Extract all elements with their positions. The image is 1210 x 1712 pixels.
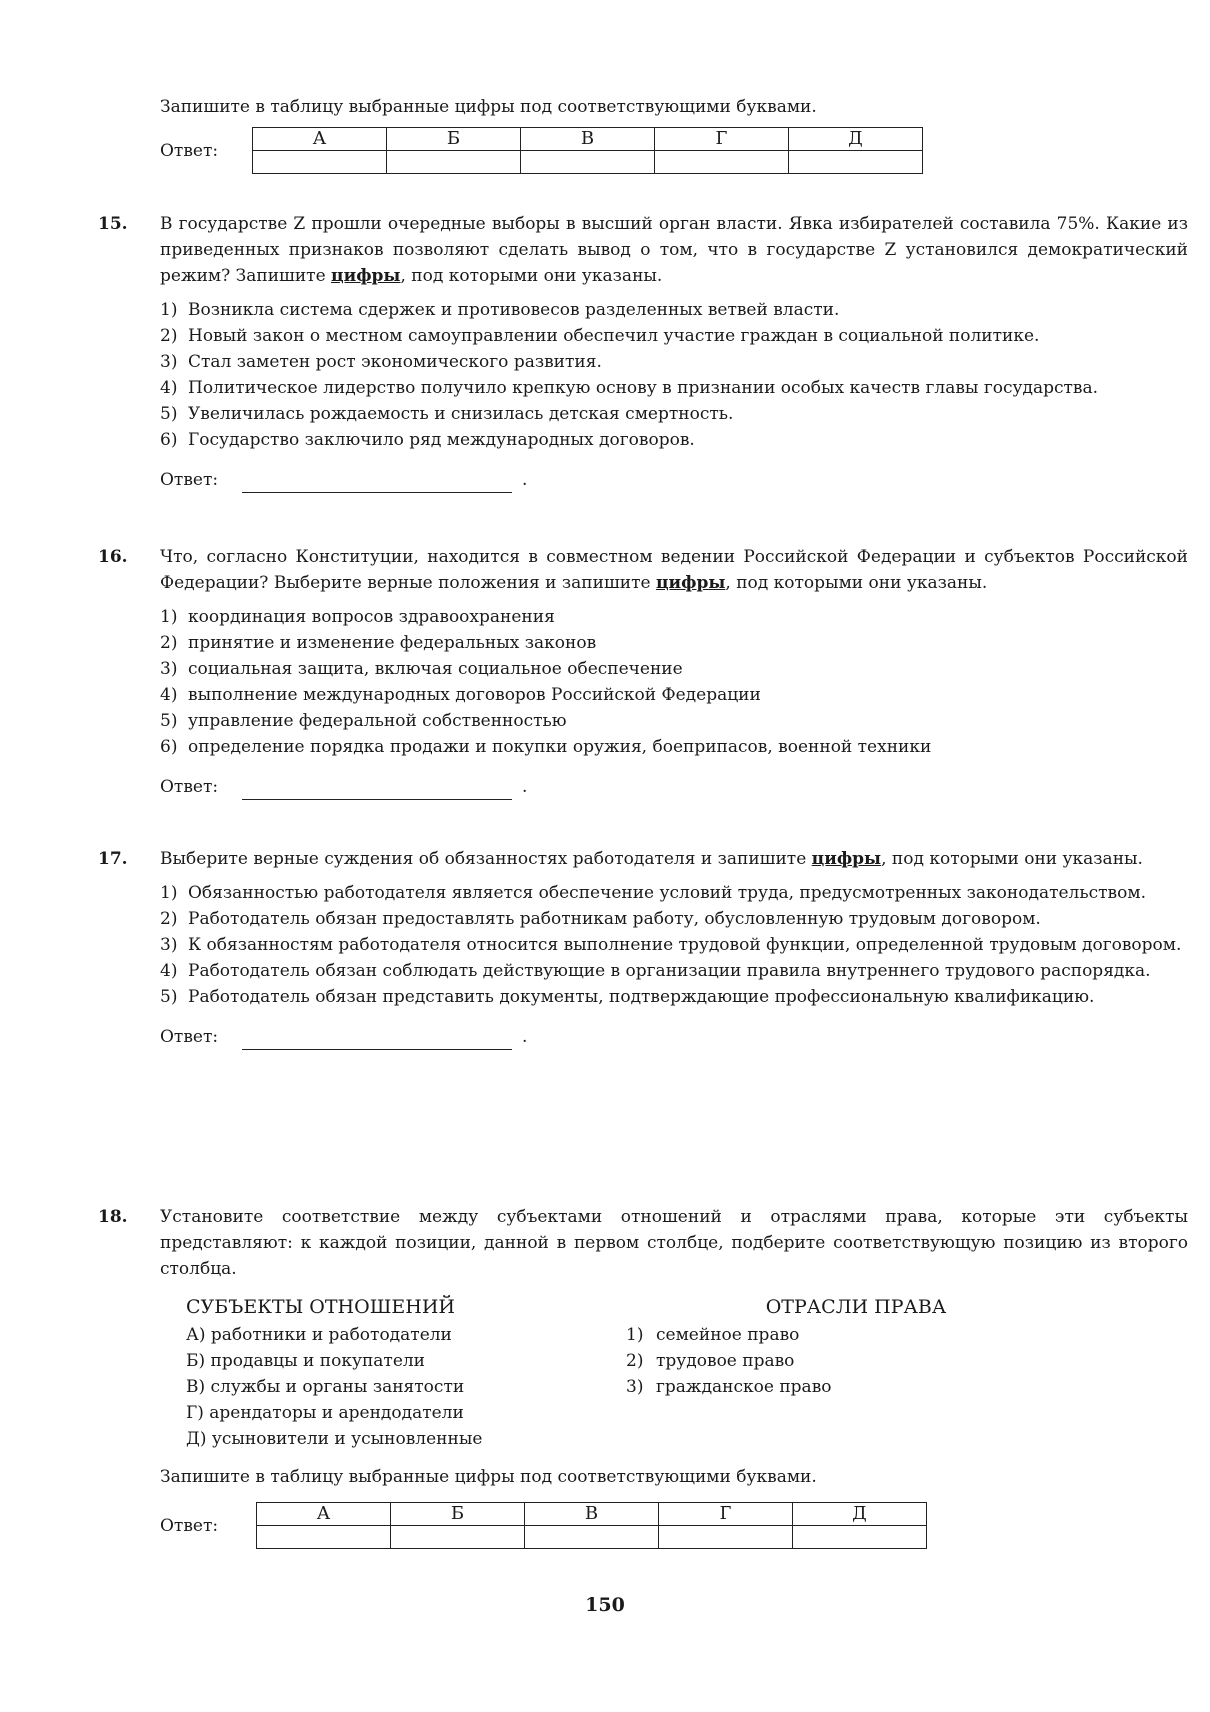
letter-cell: Г <box>655 128 789 151</box>
answer-line: Ответ: . <box>160 467 1188 493</box>
column-heading: СУБЪЕКТЫ ОТНОШЕНИЙ <box>186 1296 455 1318</box>
answer-label: Ответ: <box>160 470 219 490</box>
left-column <box>160 1294 626 1452</box>
answer-label: Ответ: <box>160 140 219 161</box>
keyword: цифры <box>655 573 726 593</box>
answer-cell[interactable] <box>391 1526 525 1549</box>
list-item: 2) Работодатель обязан предоставлять работникам работу, обусловленную трудовым договором. <box>160 909 1041 929</box>
right-column <box>626 1294 1026 1452</box>
list-item: 5) Увеличилась рождаемость и снизилась детская смертность. <box>160 404 734 424</box>
list-item: 2) принятие и изменение федеральных законов <box>160 633 597 653</box>
answer-cell[interactable] <box>525 1526 659 1549</box>
list-item: 6) определение порядка продажи и покупки оружия, боеприпасов, военной техники <box>160 737 932 757</box>
answer-line: Ответ: . <box>160 1024 1188 1050</box>
list-item: В) службы и органы занятости <box>186 1377 465 1397</box>
option-list <box>160 604 1188 760</box>
list-item: 4) Работодатель обязан соблюдать действующие в организации правила внутреннего трудового распорядка. <box>160 961 1151 981</box>
answer-field[interactable] <box>242 779 512 800</box>
list-item: 2) Новый закон о местном самоуправлении обеспечил участие граждан в социальной политике. <box>160 326 1040 346</box>
answer-table-row <box>160 1502 1188 1549</box>
letter-cell: Г <box>659 1503 793 1526</box>
matching-columns <box>160 1294 1188 1452</box>
letter-cell: В <box>521 128 655 151</box>
list-item: А) работники и работодатели <box>186 1325 452 1345</box>
answer-cell[interactable] <box>789 151 923 174</box>
answer-table <box>252 127 923 174</box>
list-item: 6) Государство заключило ряд международных договоров. <box>160 430 695 450</box>
task-question: В государстве Z прошли очередные выборы в высший орган власти. Явка избирателей составила 75%. Какие из приведенных признаков позволяют сделать вывод о том, что в государстве Z установился демократический режим? Запишите цифры, под которыми они указаны. <box>160 214 1188 286</box>
page-number: 150 <box>585 1594 625 1616</box>
list-item: 3) гражданское право <box>626 1377 832 1397</box>
list-item: Д) усыновители и усыновленные <box>186 1429 483 1449</box>
task-question: Выберите верные суждения об обязанностях работодателя и запишите цифры, под которыми они указаны. <box>160 849 1143 869</box>
task-question: Что, согласно Конституции, находится в совместном ведении Российской Федерации и субъектов Российской Федерации? Выберите верные положения и запишите цифры, под которыми они указаны. <box>160 547 1188 593</box>
answer-cell[interactable] <box>521 151 655 174</box>
task-number: 18. <box>98 1207 128 1227</box>
answer-cell[interactable] <box>659 1526 793 1549</box>
table-instruction: Запишите в таблицу выбранные цифры под соответствующими буквами. <box>160 97 817 117</box>
list-item: 1) семейное право <box>626 1325 800 1345</box>
letter-cell: Б <box>391 1503 525 1526</box>
list-item: 1) координация вопросов здравоохранения <box>160 607 555 627</box>
answer-field[interactable] <box>242 472 512 493</box>
list-item: 2) трудовое право <box>626 1351 795 1371</box>
letter-cell: В <box>525 1503 659 1526</box>
list-item: 5) управление федеральной собственностью <box>160 711 567 731</box>
task-18 <box>98 1204 1188 1549</box>
answer-cell[interactable] <box>793 1526 927 1549</box>
list-item: 3) Стал заметен рост экономического развития. <box>160 352 602 372</box>
answer-label: Ответ: <box>160 1027 219 1047</box>
task-15 <box>98 211 1188 493</box>
option-list <box>160 880 1188 1010</box>
keyword: цифры <box>331 266 401 286</box>
answer-cell[interactable] <box>387 151 521 174</box>
list-item: 5) Работодатель обязан представить документы, подтверждающие профессиональную квалификацию. <box>160 987 1095 1007</box>
answer-line: Ответ: . <box>160 774 1188 800</box>
list-item: 3) социальная защита, включая социальное обеспечение <box>160 659 683 679</box>
answer-cell[interactable] <box>655 151 789 174</box>
list-item: 1) Возникла система сдержек и противовесов разделенных ветвей власти. <box>160 300 840 320</box>
answer-table-row <box>160 127 923 174</box>
answer-table <box>256 1502 927 1549</box>
list-item: Г) арендаторы и арендодатели <box>186 1403 464 1423</box>
answer-cell[interactable] <box>257 1526 391 1549</box>
answer-field[interactable] <box>242 1029 512 1050</box>
option-list <box>160 297 1188 453</box>
letter-cell: Д <box>793 1503 927 1526</box>
letter-cell: Б <box>387 128 521 151</box>
task-question: Установите соответствие между субъектами отношений и отраслями права, которые эти субъекты представляют: к каждой позиции, данной в первом столбце, подберите соответствующую позицию из второго столбца. <box>160 1207 1188 1279</box>
list-item: 4) выполнение международных договоров Российской Федерации <box>160 685 761 705</box>
list-item: 4) Политическое лидерство получило крепкую основу в признании особых качеств главы государства. <box>160 378 1099 398</box>
task-16 <box>98 544 1188 800</box>
answer-label: Ответ: <box>160 777 219 797</box>
task-number: 17. <box>98 849 128 869</box>
answer-label: Ответ: <box>160 1515 219 1536</box>
letter-cell: Д <box>789 128 923 151</box>
task-number: 16. <box>98 547 128 567</box>
list-item: 3) К обязанностям работодателя относится выполнение трудовой функции, определенной трудовым договором. <box>160 935 1182 955</box>
answer-cell[interactable] <box>253 151 387 174</box>
column-heading: ОТРАСЛИ ПРАВА <box>765 1296 947 1318</box>
keyword: цифры <box>811 849 882 869</box>
list-item: 1) Обязанностью работодателя является обеспечение условий труда, предусмотренных законодательством. <box>160 883 1146 903</box>
list-item: Б) продавцы и покупатели <box>186 1351 426 1371</box>
task-number: 15. <box>98 214 128 234</box>
letter-cell: А <box>257 1503 391 1526</box>
letter-cell: А <box>253 128 387 151</box>
table-instruction: Запишите в таблицу выбранные цифры под соответствующими буквами. <box>160 1467 817 1487</box>
task-17 <box>98 846 1188 1050</box>
